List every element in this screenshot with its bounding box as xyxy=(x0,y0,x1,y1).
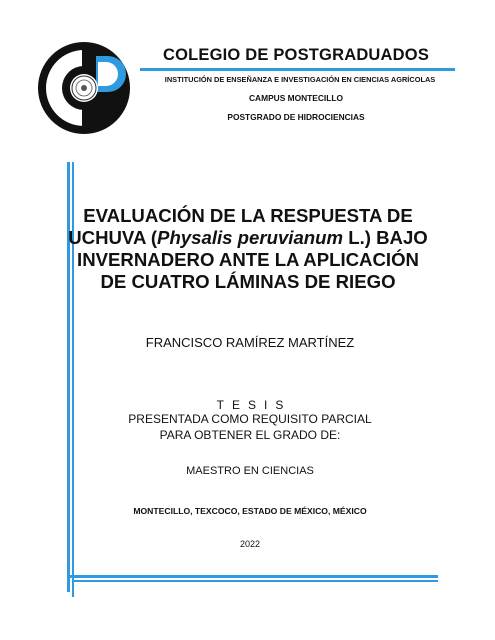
title-part2: L.) BAJO INVERNADERO ANTE LA APLICACIÓN DE CUATRO LÁMINAS DE RIEGO xyxy=(77,227,428,292)
species-name: Physalis peruvianum xyxy=(157,227,344,248)
campus-name: CAMPUS MONTECILLO xyxy=(249,93,343,103)
institution-subtitle: INSTITUCIÓN DE ENSEÑANZA E INVESTIGACIÓN EN CIENCIAS AGRÍCOLAS xyxy=(164,75,436,84)
institution-name: COLEGIO DE POSTGRADUADOS xyxy=(162,46,430,64)
requirement-line1: PRESENTADA COMO REQUISITO PARCIAL xyxy=(128,412,372,426)
author-name: FRANCISCO RAMÍREZ MARTÍNEZ xyxy=(145,335,355,350)
requirement-line2: PARA OBTENER EL GRADO DE: xyxy=(159,428,341,442)
bottom-border-inner xyxy=(72,580,438,582)
degree-name: MAESTRO EN CIENCIAS xyxy=(186,465,314,477)
svg-text:R: R xyxy=(107,110,114,120)
requirement-statement xyxy=(70,411,430,443)
document-type: TESIS xyxy=(216,398,292,412)
header-rule xyxy=(140,68,455,71)
location: MONTECILLO, TEXCOCO, ESTADO DE MÉXICO, MÉXICO xyxy=(133,506,367,516)
cp-logo-icon xyxy=(36,40,132,136)
thesis-title xyxy=(62,205,434,293)
program-name: POSTGRADO DE HIDROCIENCIAS xyxy=(227,112,365,122)
title-part1: EVALUACIÓN DE LA RESPUESTA DE UCHUVA ( xyxy=(68,205,413,248)
registered-mark-icon xyxy=(104,108,117,121)
year: 2022 xyxy=(239,539,261,549)
bottom-border-outer xyxy=(67,575,438,578)
